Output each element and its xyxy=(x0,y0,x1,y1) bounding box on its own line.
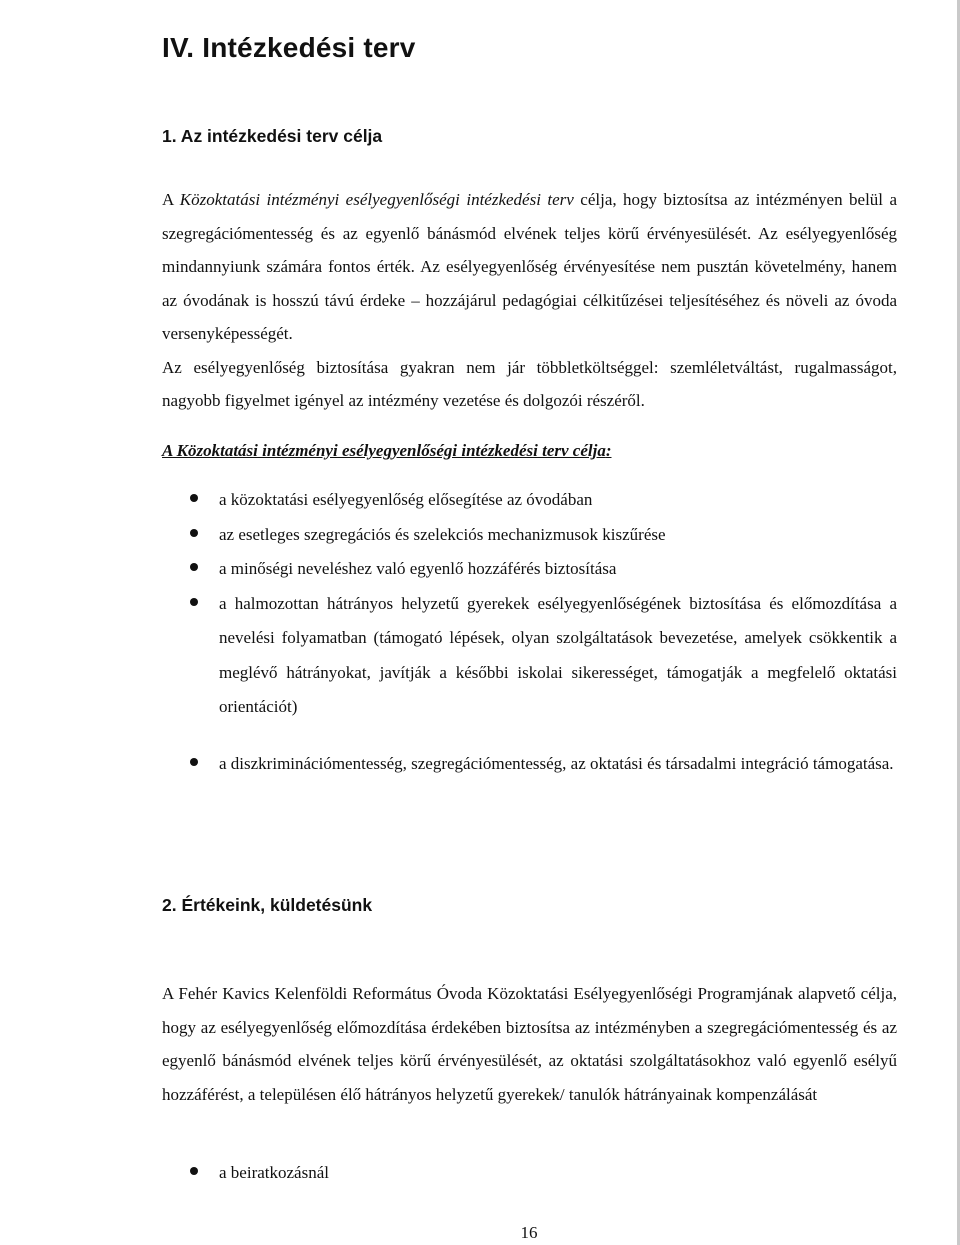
list-item-text: a minőségi neveléshez való egyenlő hozzáférés biztosítása xyxy=(219,559,617,578)
goal-title-text: A Közoktatási intézményi esélyegyenlőségi intézkedési terv célja xyxy=(162,441,606,460)
bullet-icon xyxy=(190,758,198,766)
intro-rest: célja, hogy biztosítsa az intézményen belül a szegregációmentesség és az egyenlő bánásmód elvének teljes körű érvényesülését. Az esélyegyenlőség mindannyiunk számára fontos érték. Az esélyegyenlőség érvényesítése nem pusztán követelmény, hanem az óvodának is hosszú távú érdeke – hozzájárul pedagógiai célkitűzései teljesítéséhez és növeli az óvoda versenyképességét. xyxy=(162,190,898,343)
intro-italic-title: Közoktatási intézményi esélyegyenlőségi intézkedési terv xyxy=(179,190,574,209)
list-item-text: a beiratkozásnál xyxy=(219,1163,329,1182)
list-item-text: a halmozottan hátrányos helyzetű gyerekek esélyegyenlőségének biztosítása és előmozdítása a nevelési folyamatban (támogató lépések, olyan szolgáltatások bevezetése, amelyek csökkentik a meglévő hátrányokat, javítják a későbbi iskolai sikerességet, támogatják a megfelelő oktatási orientációt) xyxy=(219,593,897,716)
mission-paragraph: A Fehér Kavics Kelenföldi Református Óvoda Közoktatási Esélyegyenlőségi Programjának alapvető célja, hogy az esélyegyenlőség előmozdítása érdekében biztosítsa az intézményben a szegregációmentesség és az egyenlő bánásmód elvének teljes körű érvényesülését, az oktatási szolgáltatásokhoz való egyenlő esélyű hozzáférést, a településen élő hátrányos helyzetű gyerekek/ tanulók hátrányainak kompenzálását xyxy=(162,984,897,1104)
list-item xyxy=(162,518,897,553)
goal-title xyxy=(162,441,612,461)
section-heading-1: 1. Az intézkedési terv célja xyxy=(162,126,383,146)
page-title: IV. Intézkedési terv xyxy=(162,32,416,63)
bullet-icon xyxy=(190,1167,198,1175)
intro-paragraphs xyxy=(162,183,897,418)
list-item-text: a közoktatási esélyegyenlőség elősegítése az óvodában xyxy=(219,490,593,509)
list-item xyxy=(162,1156,897,1191)
goal-title-suffix: : xyxy=(605,441,612,460)
section-heading-2: 2. Értékeink, küldetésünk xyxy=(162,895,373,915)
list-item-text: az esetleges szegregációs és szelekciós mechanizmusok kiszűrése xyxy=(219,524,666,544)
list-item xyxy=(162,747,897,782)
bullet-icon xyxy=(190,494,198,502)
list-item xyxy=(162,552,897,587)
mission-list xyxy=(162,1156,897,1191)
mission-paragraph-block xyxy=(162,977,897,1111)
list-item-text: a diszkriminációmentesség, szegregációmentesség, az oktatási és társadalmi integráció támogatása. xyxy=(219,753,894,773)
paragraph-2: Az esélyegyenlőség biztosítása gyakran nem jár többletköltséggel: szemléletváltást, rugalmasságot, nagyobb figyelmet igényel az intézmény vezetése és dolgozói részéről. xyxy=(162,357,897,410)
bullet-icon xyxy=(190,529,198,537)
goal-list xyxy=(162,483,897,781)
bullet-icon xyxy=(190,598,198,606)
bullet-icon xyxy=(190,563,198,571)
page-number: 16 xyxy=(520,1223,538,1242)
list-item xyxy=(162,483,897,518)
intro-paragraph xyxy=(162,183,897,351)
list-item xyxy=(162,587,897,725)
intro-prefix: A xyxy=(162,190,180,209)
